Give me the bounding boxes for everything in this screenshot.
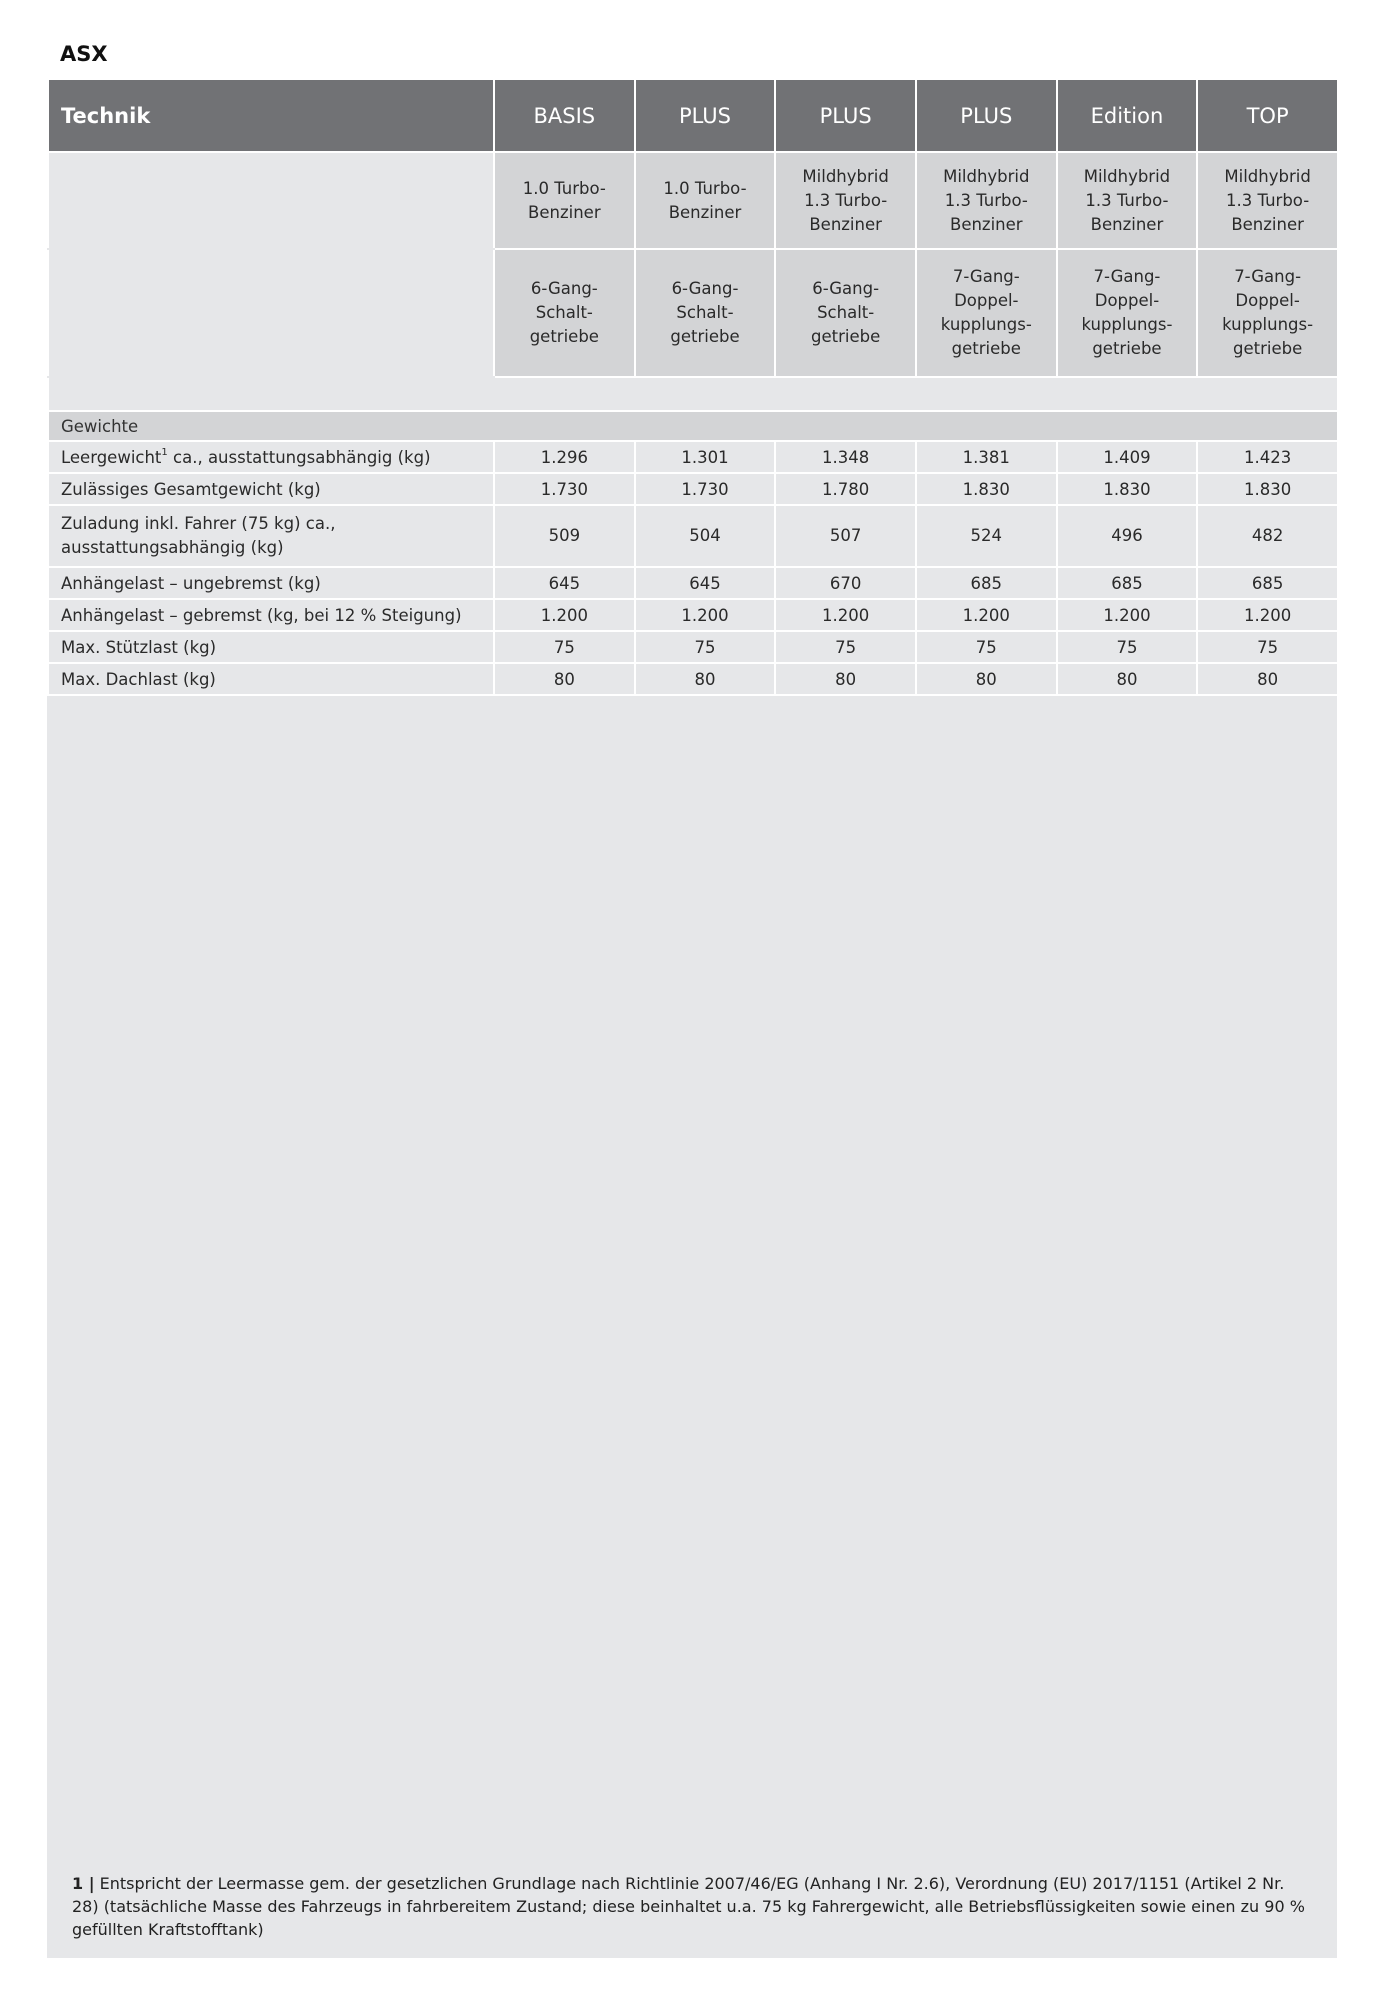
gearbox-cell: 7-Gang- Doppel- kupplungs- getriebe [1197,249,1338,377]
value-cell: 1.423 [1197,441,1338,473]
value-cell: 80 [1197,663,1338,695]
value-cell: 1.830 [1057,473,1198,505]
value-cell: 80 [494,663,635,695]
section-header-gewichte: Gewichte [48,411,1338,441]
row-label: Anhängelast – ungebremst (kg) [48,567,494,599]
value-cell: 75 [1057,631,1198,663]
engine-cell: 1.0 Turbo- Benziner [635,152,776,249]
value-cell: 1.301 [635,441,776,473]
gearbox-row-blank [48,249,494,377]
footnote-text: Entspricht der Leermasse gem. der gesetzlichen Grundlage nach Richtlinie 2007/46/EG (Anhang I Nr. 2.6), Verordnung (EU) 2017/1151 (Artikel 2 Nr. 28) (tatsächliche Masse des Fahrzeugs in fahrbereitem Zustand; diese beinhaltet u.a. 75 kg Fahrergewicht, alle Betriebsflüssigkeiten sowie einen zu 90 % gefüllten Kraftstofftank) [72,1874,1305,1939]
spacer-row [48,377,1338,411]
footnote [72,1872,1312,1941]
row-label: Max. Stützlast (kg) [48,631,494,663]
gearbox-cell: 7-Gang- Doppel- kupplungs- getriebe [1057,249,1198,377]
value-cell: 80 [775,663,916,695]
value-cell: 482 [1197,505,1338,567]
row-label: Leergewicht$^1$ ca., ausstattungsabhängig (kg) [48,441,494,473]
value-cell: 1.409 [1057,441,1198,473]
value-cell: 496 [1057,505,1198,567]
footnote-marker: 1 | [72,1874,95,1893]
value-cell: 1.780 [775,473,916,505]
value-cell: 685 [916,567,1057,599]
value-cell: 1.200 [1197,599,1338,631]
value-cell: 645 [494,567,635,599]
engine-cell: Mildhybrid 1.3 Turbo- Benziner [1197,152,1338,249]
header-technik: Technik [48,79,494,152]
value-cell: 1.830 [1197,473,1338,505]
header-model-plus-3: PLUS [916,79,1057,152]
table-row [48,663,1338,695]
engine-row [48,152,1338,249]
row-label: Max. Dachlast (kg) [48,663,494,695]
value-cell: 504 [635,505,776,567]
header-row [48,79,1338,152]
spec-table [47,78,1339,696]
gearbox-cell: 6-Gang- Schalt- getriebe [635,249,776,377]
value-cell: 75 [494,631,635,663]
value-cell: 685 [1057,567,1198,599]
gearbox-cell: 6-Gang- Schalt- getriebe [775,249,916,377]
value-cell: 75 [635,631,776,663]
value-cell: 80 [635,663,776,695]
value-cell: 507 [775,505,916,567]
table-row [48,505,1338,567]
value-cell: 80 [916,663,1057,695]
value-cell: 80 [1057,663,1198,695]
value-cell: 1.381 [916,441,1057,473]
value-cell: 524 [916,505,1057,567]
table-row [48,599,1338,631]
value-cell: 75 [916,631,1057,663]
value-cell: 1.200 [775,599,916,631]
value-cell: 1.730 [494,473,635,505]
value-cell: 75 [775,631,916,663]
value-cell: 1.200 [635,599,776,631]
engine-cell: Mildhybrid 1.3 Turbo- Benziner [775,152,916,249]
engine-cell: Mildhybrid 1.3 Turbo- Benziner [1057,152,1198,249]
table-row [48,473,1338,505]
value-cell: 1.296 [494,441,635,473]
value-cell: 1.730 [635,473,776,505]
table-row [48,631,1338,663]
row-label: Zuladung inkl. Fahrer (75 kg) ca., ausstattungsabhängig (kg) [48,505,494,567]
gearbox-row [48,249,1338,377]
value-cell: 1.348 [775,441,916,473]
header-model-plus-1: PLUS [635,79,776,152]
gearbox-cell: 7-Gang- Doppel- kupplungs- getriebe [916,249,1057,377]
table-row [48,567,1338,599]
value-cell: 1.830 [916,473,1057,505]
value-cell: 670 [775,567,916,599]
value-cell: 1.200 [916,599,1057,631]
header-model-top: TOP [1197,79,1338,152]
table-row [48,441,1338,473]
row-label: Zulässiges Gesamtgewicht (kg) [48,473,494,505]
row-label: Anhängelast – gebremst (kg, bei 12 % Steigung) [48,599,494,631]
page-title: ASX [60,42,108,66]
header-model-plus-2: PLUS [775,79,916,152]
value-cell: 75 [1197,631,1338,663]
gearbox-cell: 6-Gang- Schalt- getriebe [494,249,635,377]
header-model-basis: BASIS [494,79,635,152]
value-cell: 685 [1197,567,1338,599]
value-cell: 1.200 [1057,599,1198,631]
engine-cell: 1.0 Turbo- Benziner [494,152,635,249]
engine-cell: Mildhybrid 1.3 Turbo- Benziner [916,152,1057,249]
header-model-edition: Edition [1057,79,1198,152]
value-cell: 645 [635,567,776,599]
value-cell: 1.200 [494,599,635,631]
engine-row-blank [48,152,494,249]
value-cell: 509 [494,505,635,567]
